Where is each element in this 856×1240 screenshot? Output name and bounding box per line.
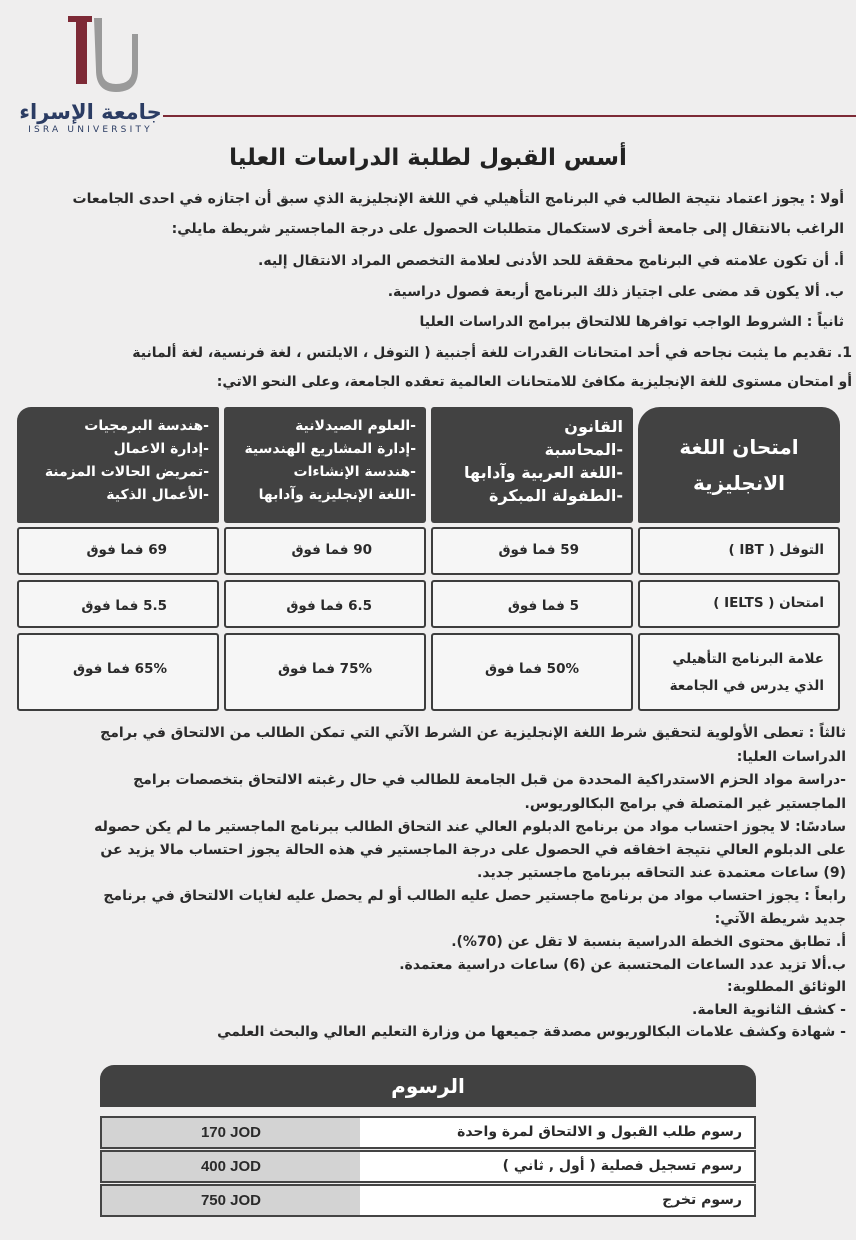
fee-amount: 170 JOD xyxy=(102,1118,360,1147)
fee-label: رسوم تخرج xyxy=(662,1192,742,1208)
program-name: -المحاسبة xyxy=(544,440,623,459)
table-cell: 50% فما فوق xyxy=(431,633,633,711)
header-exam-line: امتحان اللغة xyxy=(679,435,799,459)
body-line: سادسًا: لا يجوز احتساب مواد من برنامج الدبلوم العالي عند التحاق الطالب ببرنامج الماجستير ما لم يكن حصوله xyxy=(94,819,846,835)
program-name: القانون xyxy=(564,417,623,436)
header-divider xyxy=(163,115,856,117)
body-line: (9) ساعات معتمدة عند التحاقه ببرنامج ماجستير جديد. xyxy=(477,865,846,881)
program-name: -هندسة البرمجيات xyxy=(84,418,209,434)
body-line: رابعاً : يجوز احتساب مواد من برنامج ماجستير حصل عليه الطالب أو لم يحصل عليه لغايات الالتحاق في برنامج xyxy=(103,888,846,904)
program-name: -إدارة المشاريع الهندسية xyxy=(244,441,416,457)
body-line: الماجستير غير المتصلة في برامج البكالوريوس. xyxy=(524,796,846,812)
body-line: ثالثاً : تعطى الأولوية لتحقيق شرط اللغة الإنجليزية عن الشرط الآتي التي تمكن الطالب من الالتحاق في برامج xyxy=(100,725,846,741)
fee-row xyxy=(100,1184,756,1217)
program-name: -الطفولة المبكرة xyxy=(489,486,623,505)
body-line: على الدبلوم العالي نتيجة اخفاقه في الحصول على درجة الماجستير في هذه الحالة يجوز احتساب مالا يزيد عن xyxy=(100,842,846,858)
body-line: - شهادة وكشف علامات البكالوريوس مصدقة جميعها من وزارة التعليم العالي والبحث العلمي xyxy=(217,1024,846,1040)
fee-amount: 400 JOD xyxy=(102,1152,360,1181)
table-cell: 5.5 فما فوق xyxy=(17,580,219,628)
fee-amount: 750 JOD xyxy=(102,1186,360,1215)
body-line: الدراسات العليا: xyxy=(736,749,846,765)
table-cell: 5 فما فوق xyxy=(431,580,633,628)
intro-line: أولا : يجوز اعتماد نتيجة الطالب في البرنامج التأهيلي في اللغة الإنجليزية الذي سبق أن اجتازه في احدى الجامعات xyxy=(72,191,844,207)
fee-label: رسوم طلب القبول و الالتحاق لمرة واحدة xyxy=(457,1124,742,1140)
table-header-exam xyxy=(638,407,840,523)
table-cell: 90 فما فوق xyxy=(224,527,426,575)
program-name: -إدارة الاعمال xyxy=(113,441,209,457)
body-line: -دراسة مواد الحزم الاستدراكية المحددة من قبل الجامعة للطالب في حال رغبته الالتحاق بتخصصات برامج xyxy=(133,772,846,788)
table-cell: 59 فما فوق xyxy=(431,527,633,575)
intro-line: الراغب بالانتقال إلى جامعة أخرى لاستكمال متطلبات الحصول على درجة الماجستير شريطة مايلي: xyxy=(171,221,844,237)
exam-label-toefl: التوفل ( IBT ) xyxy=(638,527,840,575)
isra-logo-icon xyxy=(50,14,150,96)
fee-row xyxy=(100,1150,756,1183)
table-header-group-1 xyxy=(431,407,633,523)
logo-english-name: ISRA UNIVERSITY xyxy=(28,125,153,135)
program-name: -اللغة الإنجليزية وآدابها xyxy=(258,487,416,503)
intro-line: ثانياً : الشروط الواجب توافرها للالتحاق ببرامج الدراسات العليا xyxy=(419,314,844,330)
body-line: ب.ألا تزيد عدد الساعات المحتسبة عن (6) ساعات دراسية معتمدة. xyxy=(399,957,846,973)
intro-line: أ. أن تكون علامته في البرنامج محققة للحد الأدنى لعلامة التخصص المراد الانتقال إليه. xyxy=(258,253,844,269)
table-cell: 65% فما فوق xyxy=(17,633,219,711)
body-line: أ. تطابق محتوى الخطة الدراسية بنسبة لا تقل عن (70%). xyxy=(451,934,846,950)
program-name: -هندسة الإنشاءات xyxy=(293,464,416,480)
table-cell: 69 فما فوق xyxy=(17,527,219,575)
table-header-group-2 xyxy=(224,407,426,523)
intro-line: 1. تقديم ما يثبت نجاحه في أحد امتحانات القدرات للغة أجنبية ( التوفل ، الايلتس ، لغة فرنسية، لغة ألمانية xyxy=(132,345,852,361)
table-cell: 6.5 فما فوق xyxy=(224,580,426,628)
program-name: -تمريض الحالات المزمنة xyxy=(44,464,209,480)
university-logo xyxy=(18,14,163,136)
program-name: -الأعمال الذكية xyxy=(106,487,209,503)
table-header-group-3 xyxy=(17,407,219,523)
header-exam-line: الانجليزية xyxy=(692,471,786,495)
table-cell: 75% فما فوق xyxy=(224,633,426,711)
page-title: أسس القبول لطلبة الدراسات العليا xyxy=(229,145,627,171)
program-name: -العلوم الصيدلانية xyxy=(295,418,416,434)
fee-row xyxy=(100,1116,756,1149)
intro-line: ب. ألا يكون قد مضى على اجتياز ذلك البرنامج أربعة فصول دراسية. xyxy=(387,284,844,300)
exam-label-ielts: امتحان ( IELTS ) xyxy=(638,580,840,628)
exam-label-qualifying: علامة البرنامج التأهيلي الذي يدرس في الجامعة xyxy=(638,633,840,711)
body-line: - كشف الثانوية العامة. xyxy=(692,1002,846,1018)
fee-label: رسوم تسجيل فصلية ( أول , ثاني ) xyxy=(502,1158,742,1174)
body-line: جديد شريطة الآتي: xyxy=(714,911,846,927)
intro-line: أو امتحان مستوى للغة الإنجليزية مكافئ للامتحانات العالمية تعقده الجامعة، وعلى النحو الاتي: xyxy=(216,374,852,390)
program-name: -اللغة العربية وآدابها xyxy=(464,463,623,482)
body-line: الوثائق المطلوبة: xyxy=(726,979,846,995)
logo-arabic-name: جامعة الإسراء xyxy=(19,100,162,124)
fees-title: الرسوم xyxy=(100,1065,756,1107)
